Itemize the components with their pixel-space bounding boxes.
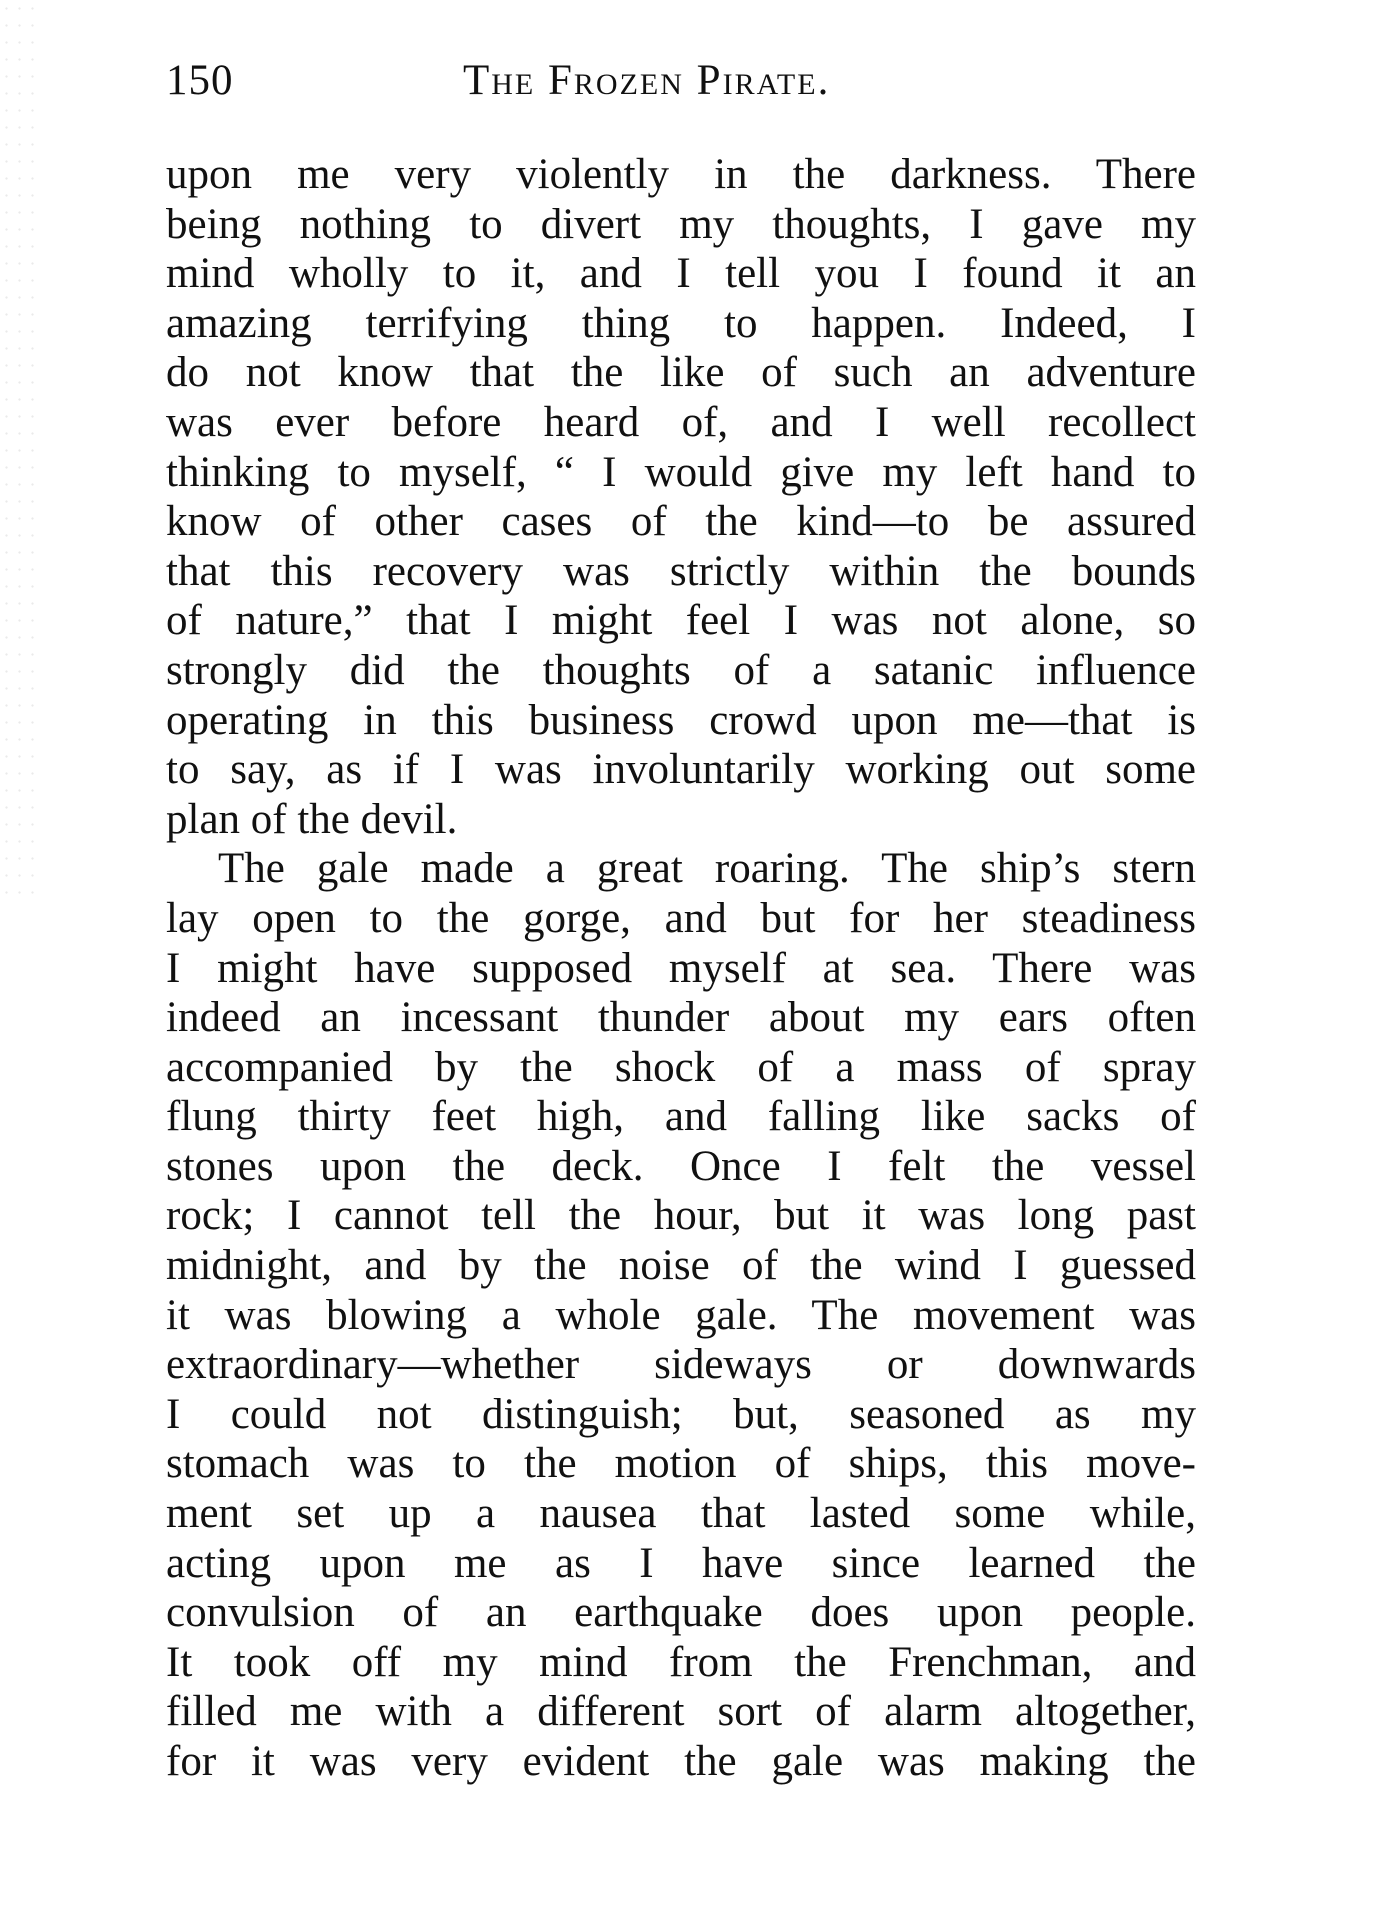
text-line: filled me with a different sort of alarm altogether, [166,1688,1196,1736]
text-line: for it was very evident the gale was making the [166,1738,1196,1785]
page-number: 150 [166,57,234,104]
text-line: flung thirty feet high, and falling like sacks of [166,1093,1196,1141]
text-line: I could not distinguish; but, seasoned as my [166,1390,1196,1438]
text-line: accompanied by the shock of a mass of spray [166,1043,1196,1091]
text-line: of nature,” that I might feel I was not alone, so [166,597,1196,645]
text-line: amazing terrifying thing to happen. Indeed, I [166,299,1196,347]
text-line: lay open to the gorge, and but for her steadiness [166,894,1196,942]
text-line: it was blowing a whole gale. The movement was [166,1291,1196,1339]
body-text [166,150,1196,1787]
text-line: indeed an incessant thunder about my ears often [166,994,1196,1042]
text-line: thinking to myself, “ I would give my left hand to [166,448,1196,496]
text-line: that this recovery was strictly within the bounds [166,547,1196,595]
text-line: It took off my mind from the Frenchman, and [166,1638,1196,1686]
paragraph-first-line: The gale made a great roaring. The ship’s stern [218,845,1196,893]
gutter-speckle [0,0,40,900]
paragraph-last-line: plan of the devil. [166,795,458,843]
book-title: The Frozen Pirate. [463,57,831,104]
text-line: strongly did the thoughts of a satanic influence [166,646,1196,694]
text-line: rock; I cannot tell the hour, but it was long past [166,1192,1196,1240]
text-line: operating in this business crowd upon me—that is [166,696,1196,744]
text-line: know of other cases of the kind—to be assured [166,498,1196,546]
text-line: upon me very violently in the darkness. There [166,151,1196,198]
text-line: acting upon me as I have since learned the [166,1539,1196,1587]
running-head [166,52,1206,108]
text-line: ment set up a nausea that lasted some while, [166,1490,1196,1538]
text-line: convulsion of an earthquake does upon people. [166,1589,1196,1637]
text-line: do not know that the like of such an adventure [166,349,1196,397]
text-line: I might have supposed myself at sea. There was [166,944,1196,992]
text-line: midnight, and by the noise of the wind I guessed [166,1242,1196,1290]
text-line: extraordinary—whether sideways or downwards [166,1341,1196,1389]
text-line: to say, as if I was involuntarily working out some [166,746,1196,794]
text-line: being nothing to divert my thoughts, I gave my [166,200,1196,248]
text-line: was ever before heard of, and I well recollect [166,398,1196,446]
text-line: stones upon the deck. Once I felt the vessel [166,1142,1196,1190]
text-line: mind wholly to it, and I tell you I found it an [166,250,1196,298]
text-line: stomach was to the motion of ships, this move- [166,1440,1196,1488]
